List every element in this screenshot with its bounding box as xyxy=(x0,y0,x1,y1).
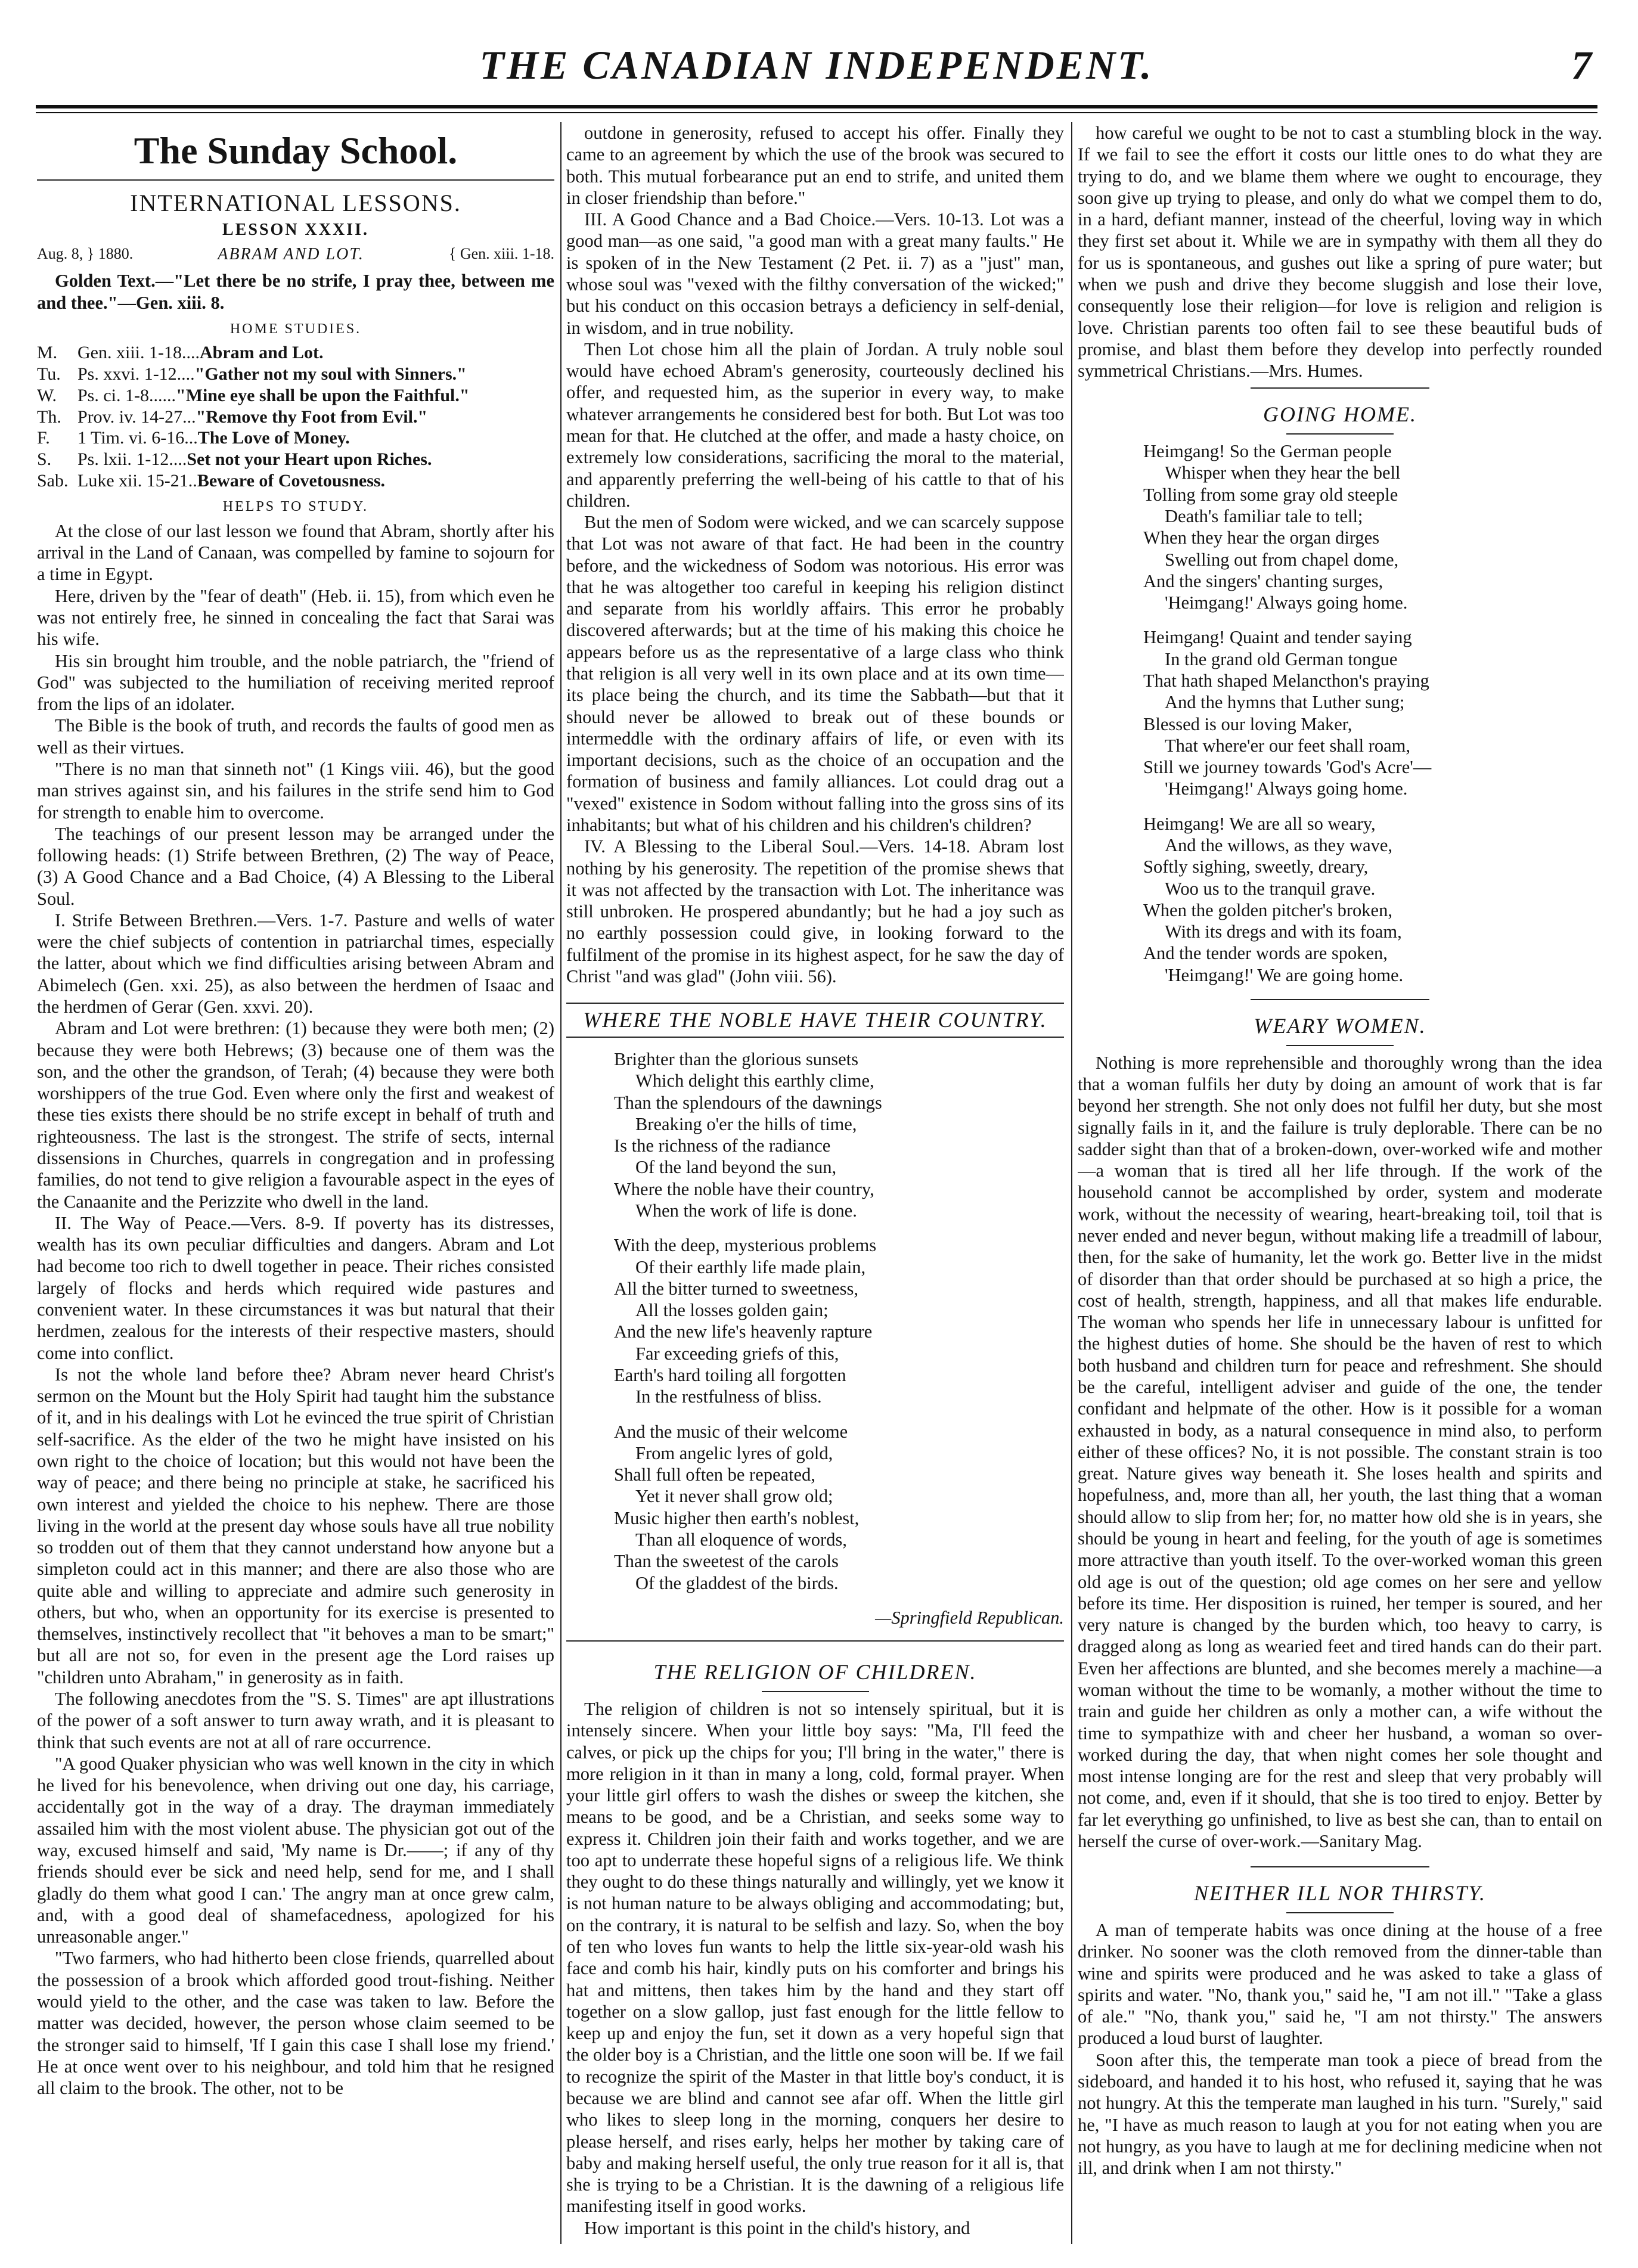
paragraph: His sin brought him trouble, and the noble patriarch, the "friend of God" was subjected to the humiliation of receiving merited reproof from the lips of an idolater. xyxy=(37,650,554,715)
poem-line: Heimgang! Quaint and tender saying xyxy=(1143,627,1412,648)
poem-line: 'Heimgang!' Always going home. xyxy=(1165,778,1408,799)
lesson-date-row xyxy=(37,244,554,264)
poem-line: From angelic lyres of gold, xyxy=(635,1442,833,1463)
poem-1-title-box xyxy=(566,1003,1064,1038)
study-day: Th. xyxy=(37,407,61,427)
poem-line: Whisper when they hear the bell xyxy=(1165,463,1401,483)
poem-line: And the music of their welcome xyxy=(614,1421,848,1442)
poem-1-title: WHERE THE NOBLE HAVE THEIR COUNTRY. xyxy=(583,1008,1047,1032)
study-reference: 1 Tim. vi. 6-16... xyxy=(77,428,198,448)
column-divider-2 xyxy=(1071,122,1072,2244)
religion-title-rule xyxy=(762,1691,869,1692)
study-day: M. xyxy=(37,343,58,363)
paragraph: A man of temperate habits was once dining at the house of a free drinker. No sooner was the cloth removed from the dinner-table than wine and spirits were produced and he was asked to take a glass of spirits and water. "No, thank you," said he, "I am not ill." "Take a glass of ale." "No, thank you," said he, "I am not thirsty." The answers produced a loud burst of laughter. xyxy=(1078,1920,1602,2049)
poem-2 xyxy=(1143,440,1602,986)
paragraph: II. The Way of Peace.—Vers. 8-9. If poverty has its distresses, wealth has its own peculiar difficulties and dangers. Abram and Lot had become too rich to dwell together in peace. Their riches consisted largely of flocks and herds which required wide pastures and convenient water. In these circumstances it was but natural that their herdmen, zealous for the interests of their respective masters, should come into conflict. xyxy=(37,1212,554,1363)
poem-line: Is the richness of the radiance xyxy=(614,1135,831,1156)
religion-title: THE RELIGION OF CHILDREN. xyxy=(653,1660,977,1684)
home-study-row xyxy=(37,449,554,470)
paragraph: But the men of Sodom were wicked, and we can scarcely suppose that Lot was not aware of that fact. He had been in the country before, and the wickedness of Sodom was notorious. His error was that he was altogether too careful in keeping his religion distinct and separate from his worldly affairs. This error he probably discovered afterwards; but at the time of his making this choice he appears before us as the representative of a large class who think that religion is all very well in its own place and at its own time—its place being the church, and its time the Sabbath—but that it should never be allowed to break out of these bounds or intermeddle with the ordinary affairs of life, or even with its important decisions, such as the choice of an occupation and the formation of business and family alliances. Lot could drag out a "vexed" existence in Sodom without falling into the gross sins of its inhabitants; but what of his children and his children's children? xyxy=(566,512,1064,835)
paragraph: "There is no man that sinneth not" (1 Kings viii. 46), but the good man strives against sin, and his failures in the strife send him to God for strength to enable him to overcome. xyxy=(37,758,554,823)
poem-line: All the losses golden gain; xyxy=(635,1300,829,1321)
poem-line: When they hear the organ dirges xyxy=(1143,528,1380,548)
poem-2-title: GOING HOME. xyxy=(1263,402,1417,427)
paragraph: Soon after this, the temperate man took a piece of bread from the sideboard, and handed it to his host, who refused it, saying that he was not hungry. At this the temperate man laughed in his turn. "Surely," said he, "I have as much reason to laugh at you for not eating when you are not hungry, as you have to laugh at me for declining medicine when not ill, and drink when I am not thirsty." xyxy=(1078,2049,1602,2179)
poem-line: And the tender words are spoken, xyxy=(1143,943,1388,964)
poem-line: In the grand old German tongue xyxy=(1165,649,1398,669)
home-studies-list xyxy=(37,342,554,491)
neither-rule xyxy=(1251,1866,1429,1867)
poem-line: Than the sweetest of the carols xyxy=(614,1551,839,1572)
study-day: Sab. xyxy=(37,470,69,491)
newspaper-title: THE CANADIAN INDEPENDENT. xyxy=(479,42,1154,88)
religion-divider xyxy=(566,1640,1064,1649)
weary-title-rule xyxy=(1286,1045,1394,1046)
paragraph: The following anecdotes from the "S. S. Times" are apt illustrations of the power of a soft answer to turn away wrath, and it is pleasant to think that such events are not at all of rare occurrence. xyxy=(37,1689,554,1752)
page-number: 7 xyxy=(1571,42,1592,88)
study-reference: Ps. xxvi. 1-12.... xyxy=(77,364,195,384)
poem-line: That where'er our feet shall roam, xyxy=(1165,735,1410,756)
study-title: "Remove thy Foot from Evil." xyxy=(196,407,428,427)
poem-line: With its dregs and with its foam, xyxy=(1165,922,1402,942)
poem-line: Blessed is our loving Maker, xyxy=(1143,713,1352,734)
poem-line: Woo us to the tranquil grave. xyxy=(1165,878,1376,899)
column-3-body xyxy=(1078,122,1602,381)
poem-line: Than all eloquence of words, xyxy=(635,1529,847,1550)
stanza xyxy=(614,1421,1064,1594)
paragraph: Then Lot chose him all the plain of Jordan. A truly noble soul would have echoed Abram's generosity, courteously declined his offer, and requested him, as the superior in every way, to make whatever arrangements he considered best for both. But Lot was too mean for that. He clutched at the offer, and made a hasty choice, on extremely low considerations, sacrificing the moral to the material, and apparently preferring the well-being of his cattle to that of his children. xyxy=(566,339,1064,511)
poem-line: In the restfulness of bliss. xyxy=(635,1386,822,1407)
lesson-number: LESSON XXXII. xyxy=(222,220,369,239)
helps-heading: HELPS TO STUDY. xyxy=(222,499,369,515)
study-reference: Gen. xiii. 1-18.... xyxy=(77,343,200,363)
paragraph: "Two farmers, who had hitherto been close friends, quarrelled about the possession of a brook which afforded good trout-fishing. Neither would yield to the other, and the case was taken to law. Before the matter was decided, however, the person whose claim seemed to be the stronger said to himself, 'If I gain this case I shall lose my friend.' He at once went over to his neighbour, and told him that he resigned all claim to the brook. The other, not to be xyxy=(37,1948,554,2099)
neither-title-rule xyxy=(1286,1912,1394,1913)
study-reference: Ps. ci. 1-8...... xyxy=(77,385,176,405)
study-day: F. xyxy=(37,428,50,448)
poem-line: All the bitter turned to sweetness, xyxy=(614,1278,858,1299)
stanza xyxy=(614,1234,1064,1407)
poem-line: With the deep, mysterious problems xyxy=(614,1235,877,1256)
international-lessons-heading: INTERNATIONAL LESSONS. xyxy=(130,190,461,217)
poem-line: 'Heimgang!' We are going home. xyxy=(1165,964,1404,985)
neither-title: NEITHER ILL NOR THIRSTY. xyxy=(1193,1881,1487,1906)
column-3 xyxy=(1078,122,1602,2244)
paragraph: Here, driven by the "fear of death" (Heb. ii. 15), from which even he was not entirely free, he sinned in concealing the fact that Sarai was his wife. xyxy=(37,585,554,650)
study-title: "Gather not my soul with Sinners." xyxy=(194,364,467,384)
going-home-rule xyxy=(1251,387,1429,389)
poem-1 xyxy=(614,1048,1064,1594)
study-reference: Prov. iv. 14-27... xyxy=(77,407,196,427)
poem-line: Swelling out from chapel dome, xyxy=(1165,549,1399,570)
poem-line: And the hymns that Luther sung; xyxy=(1165,692,1405,713)
poem-line: And the new life's heavenly rapture xyxy=(614,1321,873,1342)
header-rule-thin xyxy=(36,112,1597,113)
poem-line: When the work of life is done. xyxy=(635,1200,857,1221)
paragraph: how careful we ought to be not to cast a stumbling block in the way. If we fail to see the effort it costs our little ones to do what they are trying to do, and we blame them where we ought to encourage, they soon give up trying to please, and only do what we compel them to do, in a hard, defiant manner, instead of the cheerful, loving way in which they first set about it. While we are in sympathy with them all they do for us is spontaneous, and gushes out like a spring of pure water; but when we push and drive they become sluggish and lose their love, consequently lose their religion—for love is religion and religion is love. Christian parents too often fail to see these beautiful buds of promise, and blast them before they develop into perfectly rounded symmetrical Christians.—Mrs. Humes. xyxy=(1078,123,1602,381)
poem-line: Of the gladdest of the birds. xyxy=(635,1572,839,1593)
home-study-row xyxy=(37,364,554,385)
poem-line: That hath shaped Melancthon's praying xyxy=(1143,671,1429,691)
home-studies-heading: HOME STUDIES. xyxy=(229,321,362,337)
column-2 xyxy=(566,122,1064,2244)
stanza xyxy=(614,1048,1064,1221)
column-1 xyxy=(37,122,554,2244)
study-title: Abram and Lot. xyxy=(199,343,324,363)
paragraph: Nothing is more reprehensible and thoroughly wrong than the idea that a woman fulfils her duty by doing an amount of work that is far beyond her strength. She not only does not fulfil her duty, but she most signally fails in it, and the failure is truly deplorable. There can be no sadder sight than that of a broken-down, over-worked wife and mother—a woman that is tired all her life through. If the work of the household cannot be accomplished by order, system and moderate work, without the necessity of wearing, heart-breaking toil, toil that is never ended and never begun, without making life a treadmill of labour, then, for the sake of humanity, let the work go. Better live in the midst of disorder than that order should be purchased at so high a price, the cost of health, strength, happiness, and all that makes life endurable. The woman who spends her life in unnecessary labour is unfitted for the highest duties of home. She should be the haven of rest to which both husband and children turn for peace and refreshment. She should be the careful, intelligent adviser and guide of the one, the tender confidant and helpmate of the other. How is it possible for a woman exhausted in body, as a natural consequence in mind also, to perform either of these offices? No, it is not possible. The constant strain is too great. Nature gives way beneath it. She loses health and spirits and hopefulness, and, more than all, her youth, the last thing that a woman should allow to slip from her; for, no matter how old she is in years, she should be young in heart and feeling, for the youth of age is sometimes more attractive than youth itself. To the over-worked woman this green old age is out of the question; old age comes on her sere and yellow before its time. Her disposition is ruined, her temper is soured, and her very nature is changed by the burden which, too heavy to carry, is dragged along as long as wearied feet and tired hands can do their part. Even her affections are blunted, and she becomes merely a machine—a woman without the time to be womanly, a mother without the time to train and guide her children as only a mother can, a wife without the time to sympathize with and cheer her husband, a woman so over-worked during the day, that when night comes her sole thought and most intense longing are for the rest and sleep that very probably will not come, and, even if it should, that she is too tired to enjoy. Better by far let everything go unfinished, to live as best she can, than to entail on herself the curse of over-work.—Sanitary Mag. xyxy=(1078,1052,1602,1851)
poem-line: Tolling from some gray old steeple xyxy=(1143,484,1398,505)
paragraph: The religion of children is not so intensely spiritual, but it is intensely sincere. When your little boy says: "Ma, I'll feed the calves, or pick up the chips for you; I'll bring in the water," there is more religion in it than in many a long, cold, formal prayer. When your little girl offers to wash the dishes or sweep the kitchen, she means to be good, and be a Christian, and seeks some way to express it. Children join their faith and works together, and we are too apt to underrate these hopeful signs of a religious life. We think they ought to do these things naturally and willingly, yet we know it is not human nature to be always obliging and accommodating; but, on the contrary, it is natural to be selfish and lazy. So, when the boy of ten who loves fun wants to help the little six-year-old wash his face and comb his hair, kindly puts on his comforter and brings his hat and mittens, then takes him by the hand and they start off together on a slow gallop, just fast enough for the little fellow to keep up and enjoy the fun, set it down as a very hopeful sign that the older boy is a Christian, and the little one soon will be. If we fail to recognize the spirit of the Master in that little boy's conduct, it is because we are blind and cannot see afar off. When the little girl who likes to sleep long in the morning, conquers her desire to please herself, and rises early, helps her mother by taking care of baby and making herself useful, the only true reason for it all is, that she is trying to be a Christian. It is the dawning of a religious life manifesting itself in good works. xyxy=(566,1698,1064,2217)
home-study-row xyxy=(37,342,554,364)
study-title: Set not your Heart upon Riches. xyxy=(187,449,432,469)
weary-title: WEARY WOMEN. xyxy=(1254,1013,1426,1038)
poem-line: 'Heimgang!' Always going home. xyxy=(1165,592,1408,613)
paragraph: III. A Good Chance and a Bad Choice.—Vers. 10-13. Lot was a good man—as one said, "a good man with a great many faults." He is spoken of in the New Testament (2 Pet. ii. 7) as a "just" man, whose soul was "vexed with the filthy conversation of the wicked;" but his conduct on this occasion betrays a deficiency in self-denial, in wisdom, and in true nobility. xyxy=(566,209,1064,338)
study-title: The Love of Money. xyxy=(197,428,350,448)
stanza xyxy=(1143,813,1602,986)
poem-line: Softly sighing, sweetly, dreary, xyxy=(1143,857,1369,877)
lesson-date: Aug. 8, } 1880. xyxy=(37,245,134,263)
poem-line: Shall full often be repeated, xyxy=(614,1465,815,1485)
poem-line: Where the noble have their country, xyxy=(614,1178,874,1199)
study-title: "Mine eye shall be upon the Faithful." xyxy=(176,385,470,405)
paragraph: IV. A Blessing to the Liberal Soul.—Vers. 14-18. Abram lost nothing by his generosity. The repetition of the promise shews that it was not affected by the transaction with Lot. The inheritance was still unbroken. He prospered abundantly; but he had a joy such as no earthly possession could give, in looking forward to the fulfilment of the promise in its highest aspect, for he saw the day of Christ "and was glad" (John viii. 56). xyxy=(566,836,1064,986)
paragraph: How important is this point in the child's history, and xyxy=(584,2217,970,2238)
poem-line: Far exceeding griefs of this, xyxy=(635,1343,839,1364)
neither-body xyxy=(1078,1919,1602,2179)
paragraph: Is not the whole land before thee? Abram never heard Christ's sermon on the Mount but the Holy Spirit had taught him the substance of it, and in his dealings with Lot he evinced the true spirit of Christian self-sacrifice. As the elder of the two he might have insisted on his own right to the choice of location; but this would not have been the way of peace; and there being no principle at stake, he sacrificed his own interest and yielded the choice to his nephew. There are those living in the world at the present day whose souls have all true nobility so trodden out of them that they cannot understand how anyone but a simpleton could act in this manner; and there are also those who are quite able and willing to appreciate and admire such generosity in others, but who, when an opportunity for its exercise is presented to themselves, instinctively recollect that "it behoves a man to be smart;" but all are not so, for even in the present age the Lord raises up "children unto Abraham," in generosity as in faith. xyxy=(37,1364,554,1687)
study-day: Tu. xyxy=(37,364,61,384)
stanza xyxy=(1143,626,1602,799)
poem-line: Music higher then earth's noblest, xyxy=(614,1507,860,1528)
poem-line: Which delight this earthly clime, xyxy=(635,1071,874,1091)
poem-2-title-rule xyxy=(1286,433,1394,435)
lesson-title: ABRAM AND LOT. xyxy=(218,245,364,264)
home-study-row xyxy=(37,407,554,428)
poem-line: Than the splendours of the dawnings xyxy=(614,1092,882,1113)
study-reference: Ps. lxii. 1-12.... xyxy=(77,449,187,469)
poem-line: Of their earthly life made plain, xyxy=(635,1256,866,1277)
paragraph: I. Strife Between Brethren.—Vers. 1-7. Pasture and wells of water were the chief subjects of contention in patriarchal times, especially the latter, about which we find difficulties arising between Abram and Abimelech (Gen. xxi. 25), as also between the herdmen of Isaac and the herdmen of Gerar (Gen. xxvi. 20). xyxy=(37,910,554,1017)
poem-line: Death's familiar tale to tell; xyxy=(1165,506,1363,527)
study-reference: Luke xii. 15-21.. xyxy=(77,470,197,491)
religion-body xyxy=(566,1698,1064,2239)
stanza xyxy=(1143,440,1602,613)
home-study-row xyxy=(37,470,554,492)
sunday-school-body xyxy=(37,520,554,2099)
poem-line: Earth's hard toiling all forgotten xyxy=(614,1365,846,1386)
poem-line: Brighter than the glorious sunsets xyxy=(614,1049,859,1070)
weary-rule xyxy=(1251,999,1429,1000)
poem-line: And the willows, as they wave, xyxy=(1165,834,1393,855)
paragraph: "A good Quaker physician who was well known in the city in which he lived for his benevolence, when driving out one day, his carriage, accidentally got in the way of a dray. The drayman immediately assailed him with the most violent abuse. The physician got out of the way, excused himself and said, 'My name is Dr.——; if any of thy friends should ever be sick and need help, send for me, and I shall gladly do them what good I can.' The angry man at once grew calm, and, with a good deal of shamefacedness, apologized for his unreasonable anger." xyxy=(37,1753,554,1947)
paragraph: Abram and Lot were brethren: (1) because they were both men; (2) because they were both Hebrews; (3) because one of them was the son, and the other the grandson, of Terah; (4) because they were both worshippers of the true God. Even where only the first and weakest of these ties exists there should be no strife except in behalf of truth and righteousness. The last is the strongest. The strife of sects, internal dissensions in Churches, quarrels in congregation and in professing families, do not tend to give religion a favourable aspect in the eyes of the Canaanite and the Perizzite who dwell in the land. xyxy=(37,1018,554,1212)
page-header xyxy=(36,18,1597,107)
poem-line: Still we journey towards 'God's Acre'— xyxy=(1143,757,1432,778)
header-rule xyxy=(36,105,1597,108)
column-2-body xyxy=(566,122,1064,987)
poem-line: Breaking o'er the hills of time, xyxy=(635,1113,857,1134)
lesson-reference: { Gen. xiii. 1-18. xyxy=(448,245,554,263)
poem-1-attribution: —Springfield Republican. xyxy=(875,1607,1064,1628)
poem-line: Yet it never shall grow old; xyxy=(635,1486,833,1507)
paragraph: The Bible is the book of truth, and records the faults of good men as well as their virtues. xyxy=(37,715,554,758)
study-title: Beware of Covetousness. xyxy=(197,470,386,491)
column-divider-1 xyxy=(560,122,561,2244)
poem-line: Of the land beyond the sun, xyxy=(635,1157,837,1178)
paragraph: The teachings of our present lesson may be arranged under the following heads: (1) Strife between Brethren, (2) The way of Peace, (3) A Good Chance and a Bad Choice, (4) A Blessing to the Liberal Soul. xyxy=(37,823,554,909)
home-study-row xyxy=(37,385,554,407)
section-title-sunday-school: The Sunday School. xyxy=(37,128,554,181)
weary-body xyxy=(1078,1052,1602,1852)
study-day: S. xyxy=(37,449,52,469)
golden-text: Golden Text.—"Let there be no strife, I pray thee, between me and thee."—Gen. xiii. 8. xyxy=(37,271,554,313)
paragraph: outdone in generosity, refused to accept his offer. Finally they came to an agreement by which the use of the brook was secured to both. This mutual forbearance put an end to strife, and united them in closer friendship than before." xyxy=(566,123,1064,208)
poem-line: Heimgang! We are all so weary, xyxy=(1143,813,1376,834)
study-day: W. xyxy=(37,385,57,405)
paragraph: At the close of our last lesson we found that Abram, shortly after his arrival in the Land of Canaan, was compelled by famine to sojourn for a time in Egypt. xyxy=(37,520,554,585)
poem-line: When the golden pitcher's broken, xyxy=(1143,899,1392,920)
poem-line: Heimgang! So the German people xyxy=(1143,441,1392,462)
home-study-row xyxy=(37,427,554,449)
poem-line: And the singers' chanting surges, xyxy=(1143,570,1383,591)
